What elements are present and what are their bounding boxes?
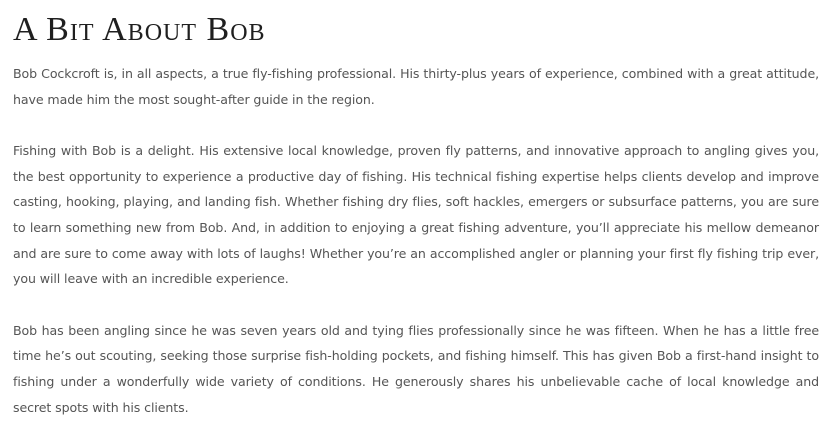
about-section — [13, 0, 819, 420]
bio-paragraph-history: Bob has been angling since he was seven years old and tying flies professionally since he was fifteen. When he has a little free time he’s out scouting, seeking those surprise fish-holding pockets, and fishing himself. This has given Bob a first-hand insight to fishing under a wonderfully wide variety of conditions. He generously shares his unbelievable cache of local knowledge and secret spots with his clients. — [13, 322, 819, 415]
bio-paragraph-intro: Bob Cockcroft is, in all aspects, a true fly-fishing professional. His thirty-plus years of experience, combined with a great attitude, have made him the most sought-after guide in the region. — [13, 66, 819, 107]
bio-paragraph-experience: Fishing with Bob is a delight. His extensive local knowledge, proven fly patterns, and innovative approach to angling gives you, the best opportunity to experience a productive day of fishing. His technical fishing expertise helps clients develop and improve casting, hooking, playing, and landing fish. Whether fishing dry flies, soft hackles, emergers or subsurface patterns, you are sure to learn something new from Bob. And, in addition to enjoying a great fishing adventure, you’ll appreciate his mellow demeanor and are sure to come away with lots of laughs! Whether you’re an accomplished angler or planning your first fly fishing trip ever, you will leave with an incredible experience. — [13, 143, 819, 287]
page-title: A Bit About Bob — [13, 11, 266, 48]
